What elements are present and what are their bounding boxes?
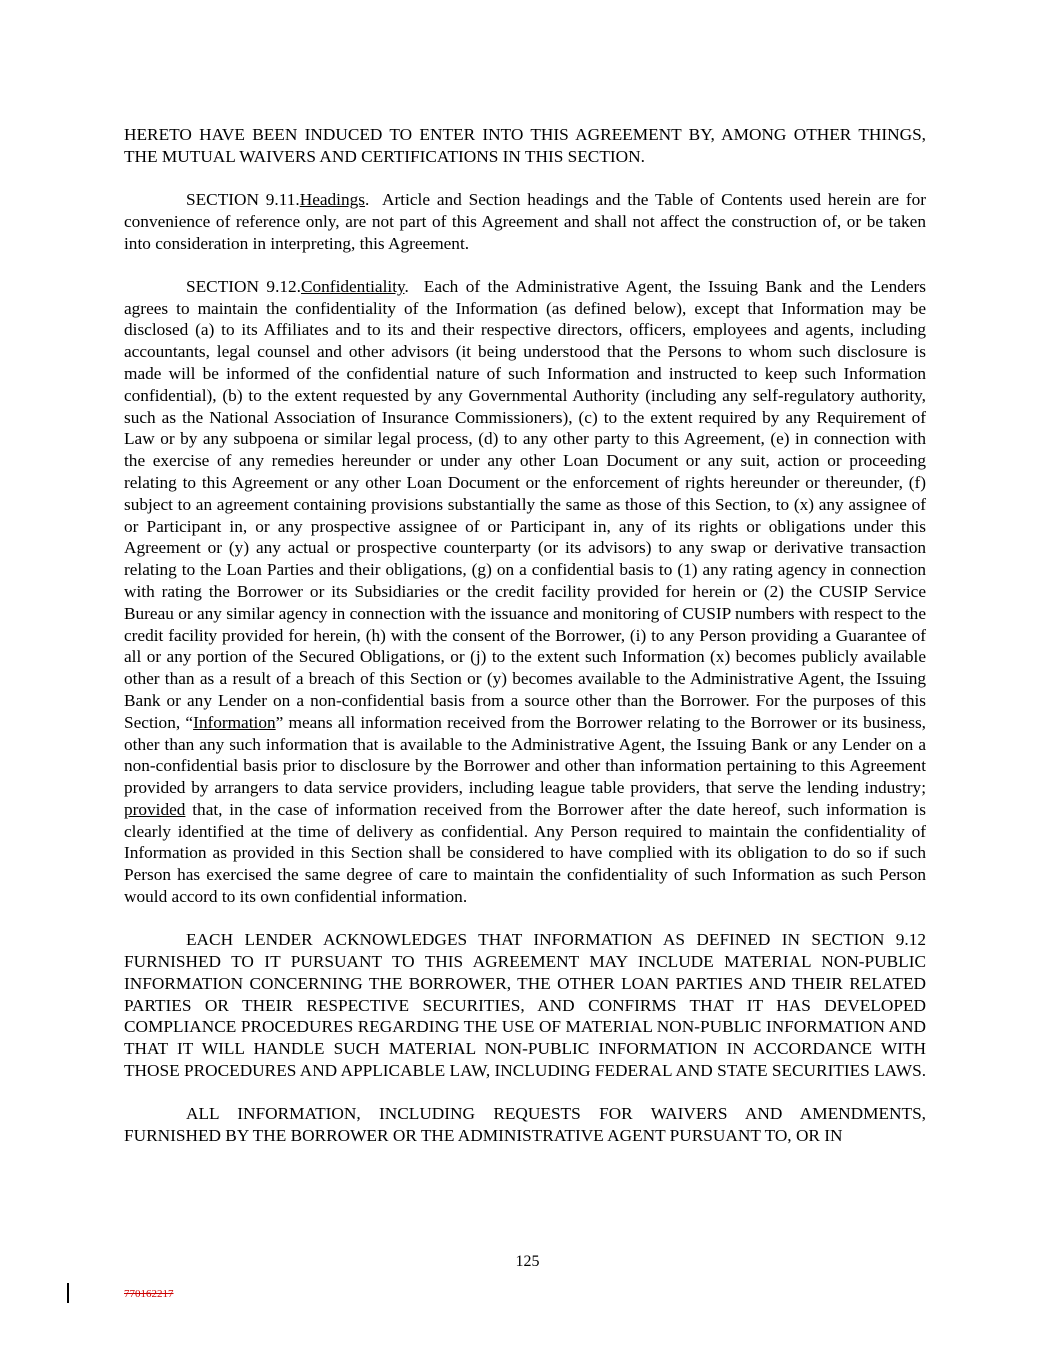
document-id: 770162217 [124,1288,174,1300]
page-number: 125 [515,1253,540,1270]
provided-proviso: provided [124,799,186,819]
intro-paragraph: HERETO HAVE BEEN INDUCED TO ENTER INTO THIS AGREEMENT BY, AMONG OTHER THINGS, THE MUTUAL WAIVERS AND CERTIFICATIONS IN THIS SECTION. [124,125,926,166]
section-9-11-heading: Headings [299,189,365,209]
acknowledgment-paragraph: EACH LENDER ACKNOWLEDGES THAT INFORMATION AS DEFINED IN SECTION 9.12 FURNISHED TO IT PURSUANT TO THIS AGREEMENT MAY INCLUDE MATERIAL NON-PUBLIC INFORMATION CONCERNING THE BORROWER, THE OTHER LOAN PARTIES AND THEIR RELATED PARTIES OR THEIR RESPECTIVE SECURITIES, AND CONFIRMS THAT IT HAS DEVELOPED COMPLIANCE PROCEDURES REGARDING THE USE OF MATERIAL NON-PUBLIC INFORMATION AND THAT IT WILL HANDLE SUCH MATERIAL NON-PUBLIC INFORMATION IN ACCORDANCE WITH THOSE PROCEDURES AND APPLICABLE LAW, INCLUDING FEDERAL AND STATE SECURITIES LAWS. [124,930,927,1081]
information-defined-term: Information [193,712,276,732]
section-9-11-text: Article and Section headings and the Table of Contents used herein are for convenience of reference only, are not part of this Agreement and shall not affect the construction of, or be taken into consideration in interpreting, this Agreement. [124,189,926,253]
section-9-12-text-part1: Each of the Administrative Agent, the Issuing Bank and the Lenders agrees to maintain the confidentiality of the Information (as defined below), except that Information may be disclosed (a) to its Affiliates and to its and their respective directors, officers, employees and agents, including accountants, legal counsel and other advisors (it being understood that the Persons to whom such disclosure is made will be informed of the confidential nature of such Information and instructed to keep such Information confidential), (b) to the extent requested by any Governmental Authority (including any self-regulatory authority, such as the National Association of Insurance Commissioners), (c) to the extent required by any Requirement of Law or by any subpoena or similar legal process, (d) to any other party to this Agreement, (e) in connection with the exercise of any remedies hereunder or under any other Loan Document or any suit, action or proceeding relating to this Agreement or any other Loan Document or the enforcement of rights hereunder or thereunder, (f) subject to an agreement containing provisions substantially the same as those of this Section, to (x) any assignee of or Participant in, or any prospective assignee of or Participant in, any of its rights or obligations under this Agreement or (y) any actual or prospective counterparty (or its advisors) to any swap or derivative transaction relating to the Loan Parties and their obligations, (g) on a confidential basis to (1) any rating agency in connection with rating the Borrower or its Subsidiaries or the credit facility provided for herein or (2) the CUSIP Service Bureau or any similar agency in connection with the issuance and monitoring of CUSIP numbers with respect to the credit facility provided for herein, (h) with the consent of the Borrower, (i) to any Person providing a Guarantee of all or any portion of the Secured Obligations, or (j) to the extent such Information (x) becomes publicly available other than as a result of a breach of this Section or (y) becomes available to the Administrative Agent, the Issuing Bank or any Lender on a non-confidential basis from a source other than the Borrower. For the purposes of this Section, “ [124,276,927,732]
section-9-12-text-part3: that, in the case of information received from the Borrower after the date hereof, such information is clearly identified at the time of delivery as confidential. Any Person required to maintain the confidentiality of Information as provided in this Section shall be considered to have complied with its obligation to do so if such Person has exercised the same degree of care to maintain the confidentiality of such Information as such Person would accord to its own confidential information. [124,799,926,907]
section-9-12-paragraph [124,276,926,908]
section-9-11-number: SECTION 9.11. [186,189,300,209]
all-information-paragraph: ALL INFORMATION, INCLUDING REQUESTS FOR WAIVERS AND AMENDMENTS, FURNISHED BY THE BORROWER OR THE ADMINISTRATIVE AGENT PURSUANT TO, OR IN [124,1104,926,1146]
section-9-12-number: SECTION 9.12. [186,276,301,296]
revision-change-bar [67,1283,69,1303]
section-9-11-heading-punct: . [365,189,370,209]
section-9-12-text-part2: ” means all information received from the Borrower relating to the Borrower or its business, other than any such information that is available to the Administrative Agent, the Issuing Bank or any Lender on a non-confidential basis prior to disclosure by the Borrower and other than information pertaining to this Agreement provided by arrangers to data service providers, including league table providers, that serve the lending industry; [124,712,927,798]
section-9-12-heading: Confidentiality [301,276,405,296]
section-9-12-heading-punct: . [404,276,409,296]
section-9-11-paragraph [124,189,926,254]
document-body [124,124,926,1168]
